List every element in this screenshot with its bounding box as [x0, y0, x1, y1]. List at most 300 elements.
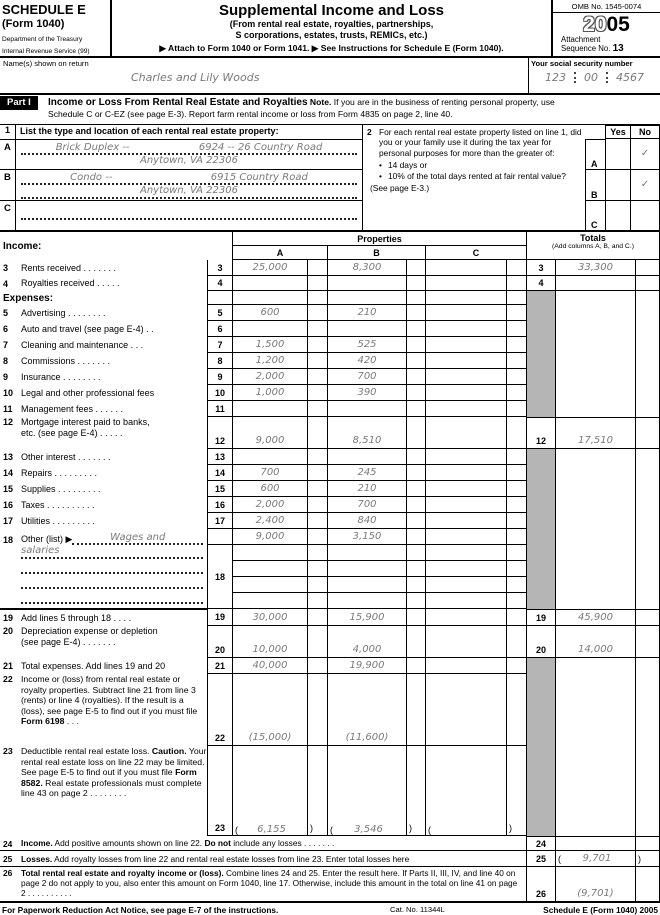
cents-cell[interactable] [308, 276, 328, 291]
row-deductible-loss [0, 746, 660, 836]
repairs-a-field[interactable]: 700 [233, 465, 308, 481]
line1-label: List the type and location of each rental real estate property: [20, 126, 279, 136]
cents-cell[interactable] [407, 401, 426, 417]
deductible-a-field[interactable] [233, 746, 308, 836]
form-header [0, 0, 660, 58]
cents-cell[interactable] [308, 513, 328, 529]
deductible-a-value: 6,155 [257, 824, 286, 835]
other-b-field[interactable] [328, 545, 407, 561]
year-bold-part: 05 [606, 13, 630, 36]
cents-cell[interactable] [407, 545, 426, 561]
management-a-field[interactable] [233, 401, 308, 417]
depreciation-a-field[interactable]: 10,000 [233, 626, 308, 658]
row-royalties-received [0, 276, 660, 291]
row-taxes [0, 497, 660, 513]
totals-header: Totals [580, 233, 606, 243]
cents-cell[interactable] [407, 577, 426, 593]
other-expense-entry2[interactable]: salaries [21, 545, 203, 559]
cents-cell[interactable] [308, 481, 328, 497]
royalties-c-field[interactable] [426, 276, 507, 291]
property-letter-c: C [0, 201, 16, 230]
other-a-field[interactable] [233, 577, 308, 593]
blank-entry-line[interactable] [21, 589, 203, 604]
blank-entry-line[interactable] [21, 574, 203, 589]
line-number-box: 3 [208, 260, 233, 276]
rents-b-field[interactable]: 8,300 [328, 260, 407, 276]
empty-cell [328, 291, 407, 305]
cents-cell[interactable] [407, 561, 426, 577]
cleaning-a-field[interactable]: 1,500 [233, 337, 308, 353]
commissions-b-field[interactable]: 420 [328, 353, 407, 369]
totals-header-block [527, 232, 660, 260]
empty-cell [636, 529, 660, 609]
empty-cell [556, 369, 636, 385]
do-not-bold: Do not [204, 838, 231, 849]
shaded-cell [527, 337, 556, 353]
royalties-b-field[interactable] [328, 276, 407, 291]
row24-label-cell [0, 836, 527, 851]
totals-line-number: 25 [527, 851, 556, 867]
line-number-box: 23 [208, 746, 233, 836]
line-number: 22 [3, 674, 13, 684]
cents-cell[interactable] [507, 746, 527, 836]
row-label: Advertising . . . . . . . . [21, 307, 106, 318]
line-number-box: 19 [208, 609, 233, 626]
ssn-part3: 4567 [616, 71, 644, 84]
management-c-field[interactable] [426, 401, 507, 417]
cents-cell[interactable] [507, 369, 527, 385]
property-b-type: Condo -- [70, 171, 113, 183]
cents-cell[interactable] [308, 746, 328, 836]
utilities-b-field[interactable]: 840 [328, 513, 407, 529]
empty-cell [556, 291, 636, 305]
cents-cell[interactable] [308, 577, 328, 593]
grid-spacer [585, 125, 605, 139]
cents-cell[interactable] [407, 276, 426, 291]
total-expenses-a-field[interactable]: 40,000 [233, 658, 308, 674]
row-label-line2: etc. (see page E-4) . . . . . [21, 427, 123, 438]
depreciation-c-field[interactable] [426, 626, 507, 658]
property-entry-b[interactable] [16, 170, 362, 201]
line-number: 6 [3, 324, 9, 334]
yes-no-header [585, 125, 660, 139]
total-expenses-b-field[interactable]: 19,900 [328, 658, 407, 674]
dot-leader: . . . [64, 716, 79, 727]
rents-a-field[interactable]: 25,000 [233, 260, 308, 276]
combined-total-field[interactable]: (9,701) [556, 867, 636, 901]
line19-total-field[interactable]: 45,900 [556, 609, 636, 626]
cents-cell[interactable] [507, 577, 527, 593]
bullet1-text: 14 days or [388, 160, 428, 171]
empty-cell [556, 746, 636, 836]
row5-label-cell [0, 305, 208, 321]
cents-cell[interactable] [407, 369, 426, 385]
cents-cell[interactable] [407, 513, 426, 529]
cents-cell[interactable] [507, 353, 527, 369]
mortgage-c-field[interactable] [426, 417, 507, 449]
shaded-cell [527, 658, 556, 674]
cents-cell[interactable] [507, 337, 527, 353]
empty-cell [556, 353, 636, 369]
cents-cell[interactable] [507, 593, 527, 609]
form-6198-ref: Form 6198 [21, 716, 65, 727]
mortgage-total-field[interactable]: 17,510 [556, 417, 636, 449]
cents-cell[interactable] [407, 626, 426, 658]
empty-cell [636, 513, 660, 529]
empty-cell [426, 291, 507, 305]
empty-cell [636, 481, 660, 497]
name-field[interactable]: Charles and Lily Woods [131, 71, 260, 84]
check-mark: ✓ [640, 148, 650, 160]
cents-cell[interactable] [636, 276, 660, 291]
row-commissions [0, 353, 660, 369]
cents-cell[interactable] [507, 674, 527, 746]
cents-cell[interactable] [636, 867, 660, 901]
form-subtitle2: S corporations, estates, trusts, REMICs, etc.) [235, 29, 428, 40]
cents-cell[interactable] [636, 626, 660, 658]
cents-cell[interactable] [308, 529, 328, 545]
cents-cell[interactable] [507, 385, 527, 401]
checkbox-c-yes[interactable] [605, 201, 630, 230]
total-expenses-c-field[interactable] [426, 658, 507, 674]
cents-cell[interactable] [407, 593, 426, 609]
bullet-14-days [379, 160, 582, 170]
taxes-b-field[interactable]: 700 [328, 497, 407, 513]
cents-cell[interactable] [636, 260, 660, 276]
cents-cell[interactable] [308, 321, 328, 337]
cents-cell[interactable] [407, 746, 426, 836]
mortgage-a-field[interactable]: 9,000 [233, 417, 308, 449]
other-a-field[interactable]: 9,000 [233, 529, 308, 545]
cents-cell[interactable] [308, 561, 328, 577]
mortgage-b-field[interactable]: 8,510 [328, 417, 407, 449]
attachment-label: Attachment [561, 35, 601, 44]
other-c-field[interactable] [426, 593, 507, 609]
rents-total-field[interactable]: 33,300 [556, 260, 636, 276]
cents-cell[interactable] [308, 337, 328, 353]
other-c-field[interactable] [426, 529, 507, 545]
royalties-a-field[interactable] [233, 276, 308, 291]
property-entry-c[interactable] [16, 201, 362, 230]
royalties-total-field[interactable] [556, 276, 636, 291]
income-loss-c-field[interactable] [426, 674, 507, 746]
other-a-field[interactable] [233, 593, 308, 609]
ssn-field[interactable] [531, 71, 658, 84]
row-label: Management fees . . . . . . [21, 403, 124, 414]
property-c-line1 [21, 205, 357, 220]
line-number-box: 22 [208, 674, 233, 746]
cents-cell[interactable] [407, 481, 426, 497]
cents-cell[interactable] [308, 449, 328, 465]
row-label: Auto and travel (see page E-4) . . [21, 323, 154, 334]
insurance-c-field[interactable] [426, 369, 507, 385]
form-id-block [0, 0, 110, 56]
cents-cell[interactable] [407, 497, 426, 513]
advertising-b-field[interactable]: 210 [328, 305, 407, 321]
cents-cell[interactable] [308, 305, 328, 321]
property-entry-a[interactable] [16, 140, 362, 169]
cents-cell[interactable] [308, 417, 328, 449]
empty-cell [556, 481, 636, 497]
other-b-field[interactable] [328, 593, 407, 609]
cents-cell[interactable] [507, 260, 527, 276]
advertising-c-field[interactable] [426, 305, 507, 321]
row18-number-column [208, 529, 233, 609]
cents-cell[interactable] [407, 417, 426, 449]
total-1918-a-field[interactable]: 30,000 [233, 609, 308, 626]
insurance-b-field[interactable]: 700 [328, 369, 407, 385]
line-number: 20 [3, 626, 14, 636]
no-column-header: No [630, 125, 660, 139]
cents-cell[interactable] [308, 401, 328, 417]
taxes-a-field[interactable]: 2,000 [233, 497, 308, 513]
other-b-field[interactable] [328, 577, 407, 593]
cents-cell[interactable] [308, 260, 328, 276]
cents-cell[interactable] [507, 545, 527, 561]
legal-c-field[interactable] [426, 385, 507, 401]
empty-cell [556, 401, 636, 417]
line-number-box: 6 [208, 321, 233, 337]
rents-c-field[interactable] [426, 260, 507, 276]
shaded-cell [527, 353, 556, 369]
auto-b-field[interactable] [328, 321, 407, 337]
empty-cell [636, 385, 660, 401]
cents-cell[interactable] [507, 626, 527, 658]
taxes-c-field[interactable] [426, 497, 507, 513]
shaded-cell [527, 481, 556, 497]
cents-cell[interactable] [636, 836, 660, 851]
legal-b-field[interactable]: 390 [328, 385, 407, 401]
cents-cell[interactable] [507, 449, 527, 465]
cents-cell[interactable] [407, 529, 426, 545]
line2-text-block [363, 125, 585, 230]
cents-cell[interactable] [636, 417, 660, 449]
row-label: Insurance . . . . . . . . [21, 371, 101, 382]
losses-total-field[interactable] [556, 851, 636, 867]
auto-c-field[interactable] [426, 321, 507, 337]
table-header [0, 232, 660, 260]
row-label: Rents received . . . . . . . [21, 262, 117, 273]
cents-cell[interactable] [407, 449, 426, 465]
see-page-note: (See page E-3.) [370, 183, 430, 194]
depreciation-total-field[interactable]: 14,000 [556, 626, 636, 658]
checkbox-a-no[interactable] [630, 139, 660, 170]
line2-number: 2 [367, 127, 372, 137]
row-label: Other interest . . . . . . . [21, 451, 111, 462]
empty-cell [556, 513, 636, 529]
utilities-c-field[interactable] [426, 513, 507, 529]
form-number: (Form 1040) [2, 18, 65, 30]
row-repairs [0, 465, 660, 481]
legal-a-field[interactable]: 1,000 [233, 385, 308, 401]
totals-line-number: 19 [527, 609, 556, 626]
cents-cell[interactable] [308, 497, 328, 513]
yes-column-header: Yes [605, 125, 630, 139]
expenses-section-row [0, 291, 660, 305]
cents-cell[interactable] [308, 609, 328, 626]
total-bold: Total rental real estate and royalty income or (loss). [21, 868, 224, 878]
checkbox-b-no[interactable] [630, 170, 660, 200]
row3-label-cell [0, 260, 208, 276]
property-row-a [0, 140, 362, 170]
cleaning-b-field[interactable]: 525 [328, 337, 407, 353]
property-a-city-text: Anytown, VA 22306 [139, 154, 238, 166]
other-b-field[interactable] [328, 561, 407, 577]
empty-cell [636, 746, 660, 836]
cents-cell[interactable] [308, 593, 328, 609]
income-loss-b-field[interactable]: (11,600) [328, 674, 407, 746]
property-a-city [21, 155, 357, 169]
commissions-c-field[interactable] [426, 353, 507, 369]
advertising-a-field[interactable]: 600 [233, 305, 308, 321]
depreciation-b-field[interactable]: 4,000 [328, 626, 407, 658]
shaded-cell [527, 369, 556, 385]
other-interest-a-field[interactable] [233, 449, 308, 465]
cents-cell[interactable] [507, 513, 527, 529]
row-label: Cleaning and maintenance . . . [21, 339, 144, 350]
cents-cell[interactable] [308, 385, 328, 401]
line-number: 13 [3, 452, 14, 462]
property-b-address: 6915 Country Road [210, 171, 308, 183]
cents-cell[interactable] [507, 465, 527, 481]
repairs-c-field[interactable] [426, 465, 507, 481]
empty-cell [636, 449, 660, 465]
commissions-a-field[interactable]: 1,200 [233, 353, 308, 369]
line1-number: 1 [0, 125, 16, 139]
deductible-c-field[interactable] [426, 746, 507, 836]
total-1918-c-field[interactable] [426, 609, 507, 626]
other-interest-b-field[interactable] [328, 449, 407, 465]
checkbox-c-no[interactable] [630, 201, 660, 230]
line-number: 24 [3, 838, 13, 849]
cents-cell[interactable] [636, 851, 660, 867]
cents-cell[interactable] [308, 658, 328, 674]
empty-cell [636, 369, 660, 385]
row-label-text: Deductible rental real estate loss. [21, 746, 152, 756]
cents-cell[interactable] [636, 609, 660, 626]
cents-cell[interactable] [308, 674, 328, 746]
cents-cell[interactable] [308, 545, 328, 561]
row-auto-travel [0, 321, 660, 337]
cents-cell[interactable] [507, 417, 527, 449]
other-subrow-4 [233, 577, 527, 593]
income-total-field[interactable] [556, 836, 636, 851]
management-b-field[interactable] [328, 401, 407, 417]
cents-cell[interactable] [308, 626, 328, 658]
row11-label-cell [0, 401, 208, 417]
other-interest-c-field[interactable] [426, 449, 507, 465]
answer-letter-c: C [585, 201, 605, 230]
insurance-a-field[interactable]: 2,000 [233, 369, 308, 385]
name-ssn-row [0, 58, 660, 95]
cents-cell[interactable] [507, 321, 527, 337]
name-label: Name(s) shown on return [3, 59, 89, 68]
cents-cell[interactable] [507, 529, 527, 545]
cents-cell[interactable] [407, 674, 426, 746]
row-advertising [0, 305, 660, 321]
row-label: Supplies . . . . . . . . . [21, 483, 101, 494]
row-depreciation [0, 626, 660, 658]
cents-cell[interactable] [507, 561, 527, 577]
cents-cell[interactable] [407, 305, 426, 321]
other-c-field[interactable] [426, 545, 507, 561]
cents-cell[interactable] [308, 465, 328, 481]
other-a-field[interactable] [233, 561, 308, 577]
empty-cell [556, 305, 636, 321]
cents-cell[interactable] [407, 658, 426, 674]
part1-note2: Schedule C or C-EZ (see page E-3). Report farm rental income or loss from Form 4835 on page 2, line 40. [48, 109, 453, 119]
cents-cell[interactable] [507, 276, 527, 291]
cents-cell[interactable] [507, 305, 527, 321]
cents-cell[interactable] [407, 609, 426, 626]
cents-cell[interactable] [407, 260, 426, 276]
form-title-block [110, 0, 553, 56]
other-b-field[interactable]: 3,150 [328, 529, 407, 545]
row-label: Utilities . . . . . . . . . [21, 515, 96, 526]
shaded-cell [527, 746, 556, 836]
supplies-b-field[interactable]: 210 [328, 481, 407, 497]
supplies-a-field[interactable]: 600 [233, 481, 308, 497]
cents-cell[interactable] [507, 658, 527, 674]
ssn-part2: 00 [584, 71, 598, 84]
properties-header-block [233, 232, 527, 260]
deductible-b-field[interactable] [328, 746, 407, 836]
row-cleaning [0, 337, 660, 353]
line1-header [0, 125, 362, 140]
other-c-field[interactable] [426, 561, 507, 577]
close-paren: ) [409, 823, 412, 833]
supplies-c-field[interactable] [426, 481, 507, 497]
empty-cell [556, 658, 636, 674]
cents-cell[interactable] [308, 369, 328, 385]
cents-cell[interactable] [308, 353, 328, 369]
other-c-field[interactable] [426, 577, 507, 593]
checkbox-b-yes[interactable] [605, 170, 630, 200]
cents-cell[interactable] [507, 481, 527, 497]
other-expense-entry1[interactable]: Wages and [72, 532, 203, 545]
row-rents-received [0, 260, 660, 276]
utilities-a-field[interactable]: 2,400 [233, 513, 308, 529]
cents-cell[interactable] [407, 353, 426, 369]
line2-question-text: For each rental real estate property listed on line 1, did you or your family use it during the tax year for personal purposes for more than the greater of: [379, 127, 582, 158]
attachment-sequence [553, 36, 660, 53]
checkbox-a-yes[interactable] [605, 139, 630, 170]
repairs-b-field[interactable]: 245 [328, 465, 407, 481]
row-label: Taxes . . . . . . . . . . [21, 499, 95, 510]
answer-row-a [585, 139, 660, 170]
cents-cell[interactable] [507, 497, 527, 513]
cents-cell[interactable] [407, 337, 426, 353]
income-loss-a-field[interactable]: (15,000) [233, 674, 308, 746]
other-a-field[interactable] [233, 545, 308, 561]
cents-cell[interactable] [407, 385, 426, 401]
auto-a-field[interactable] [233, 321, 308, 337]
totals-line-number: 24 [527, 836, 556, 851]
shaded-cell [527, 291, 556, 305]
cents-cell[interactable] [507, 609, 527, 626]
row-total-expenses [0, 658, 660, 674]
schedule-label: SCHEDULE E [2, 2, 86, 17]
cents-cell[interactable] [407, 465, 426, 481]
empty-cell [556, 385, 636, 401]
cents-cell[interactable] [507, 401, 527, 417]
empty-cell [556, 465, 636, 481]
line-number-box: 8 [208, 353, 233, 369]
total-1918-b-field[interactable]: 15,900 [328, 609, 407, 626]
blank-entry-line[interactable] [21, 559, 203, 574]
cents-cell[interactable] [407, 321, 426, 337]
cleaning-c-field[interactable] [426, 337, 507, 353]
